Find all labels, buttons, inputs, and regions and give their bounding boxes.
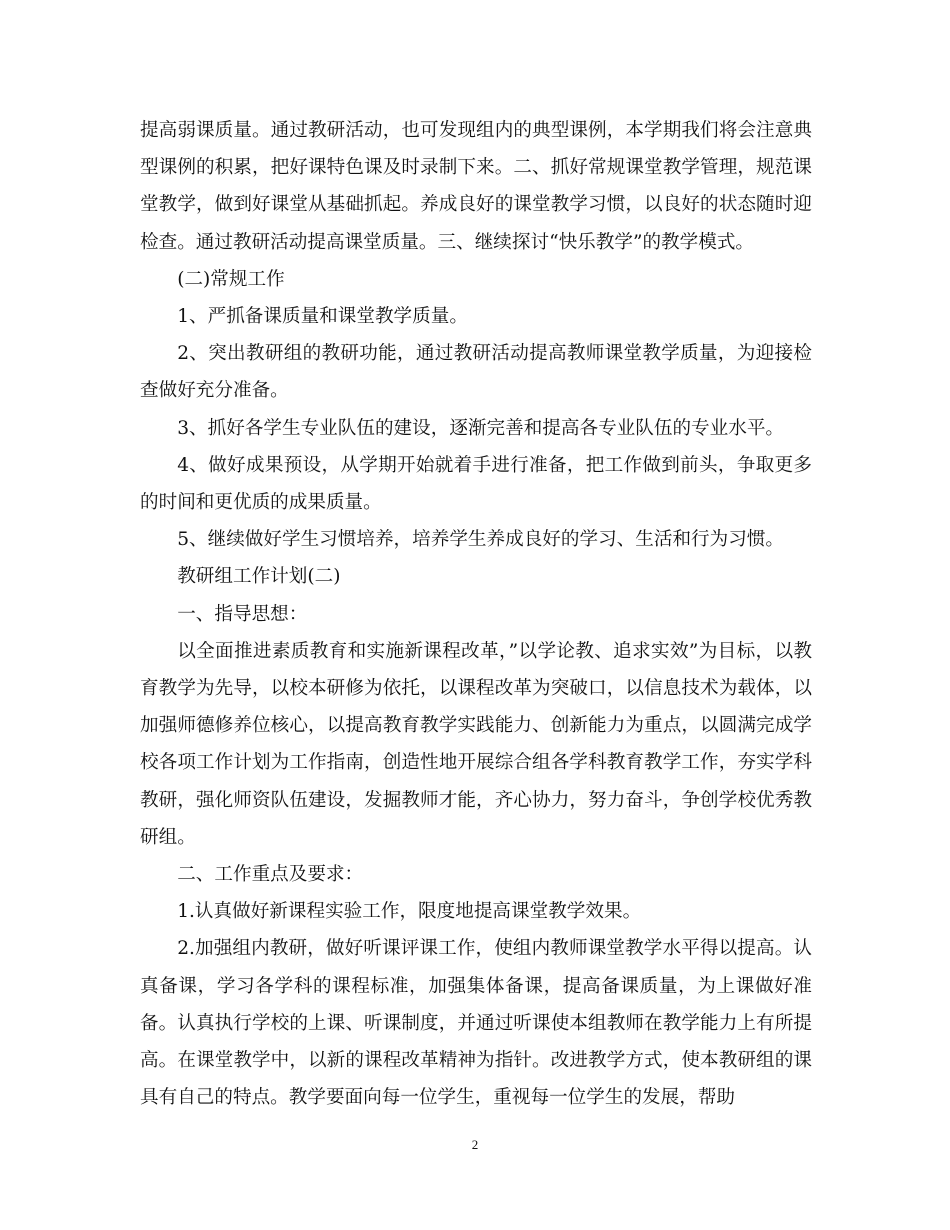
paragraph-4: 2、突出教研组的教研功能，通过教研活动提高教师课堂教学质量，为迎接检查做好充分准备。	[140, 343, 812, 402]
heading-work-focus: 二、工作重点及要求：	[177, 864, 364, 886]
paragraph-6: 4、做好成果预设，从学期开始就着手进行准备，把工作做到前头，争取更多的时间和更优质的成果质量。	[140, 454, 812, 514]
paragraph-3: 1、严抓备课质量和课堂教学质量。	[177, 306, 468, 328]
section-title: 教研组工作计划(二)	[177, 566, 341, 588]
paragraph-10: 以全面推进素质教育和实施新课程改革，”以学论教、追求实效”为目标，以教育教学为先导，以校本研修为依托，以课程改革为突破口，以信息技术为载体，以加强师德修养位核心，以提高教育教学实践能力、创新能力为重点，以圆满完成学校各项工作计划为工作指南，创造性地开展综合组各学科教育教学工作，夯实学科教研，强化师资队伍建设，发掘教师才能，齐心协力，努力奋斗，争创学校优秀教研组。	[140, 640, 812, 848]
paragraph-1: 提高弱课质量。通过教研活动，也可发现组内的典型课例，本学期我们将会注意典型课例的积累，把好课特色课及时录制下来。二、抓好常规课堂教学管理，规范课堂教学，做到好课堂从基础抓起。养成良好的课堂教学习惯，以良好的状态随时迎检查。通过教研活动提高课堂质量。三、继续探讨“快乐教学”的教学模式。	[140, 120, 812, 253]
heading-guiding-ideology: 一、指导思想：	[177, 603, 308, 625]
document-body	[140, 112, 812, 1116]
paragraph-5: 3、抓好各学生专业队伍的建设，逐渐完善和提高各专业队伍的专业水平。	[177, 417, 785, 439]
paragraph-7: 5、继续做好学生习惯培养，培养学生养成良好的学习、生活和行为习惯。	[177, 529, 785, 551]
paragraph-12: 1.认真做好新课程实验工作，限度地提高课堂教学效果。	[177, 901, 642, 923]
paragraph-13: 2.加强组内教研，做好听课评课工作，使组内教师课堂教学水平得以提高。认真备课，学习各学科的课程标准，加强集体备课，提高备课质量，为上课做好准备。认真执行学校的上课、听课制度，并通过听课使本组教师在教学能力上有所提高。在课堂教学中，以新的课程改革精神为指针。改进教学方式，使本教研组的课具有自己的特点。教学要面向每一位学生，重视每一位学生的发展，帮助	[140, 938, 812, 1109]
page-number: 2	[471, 1137, 479, 1152]
paragraph-2: (二)常规工作	[177, 268, 285, 290]
